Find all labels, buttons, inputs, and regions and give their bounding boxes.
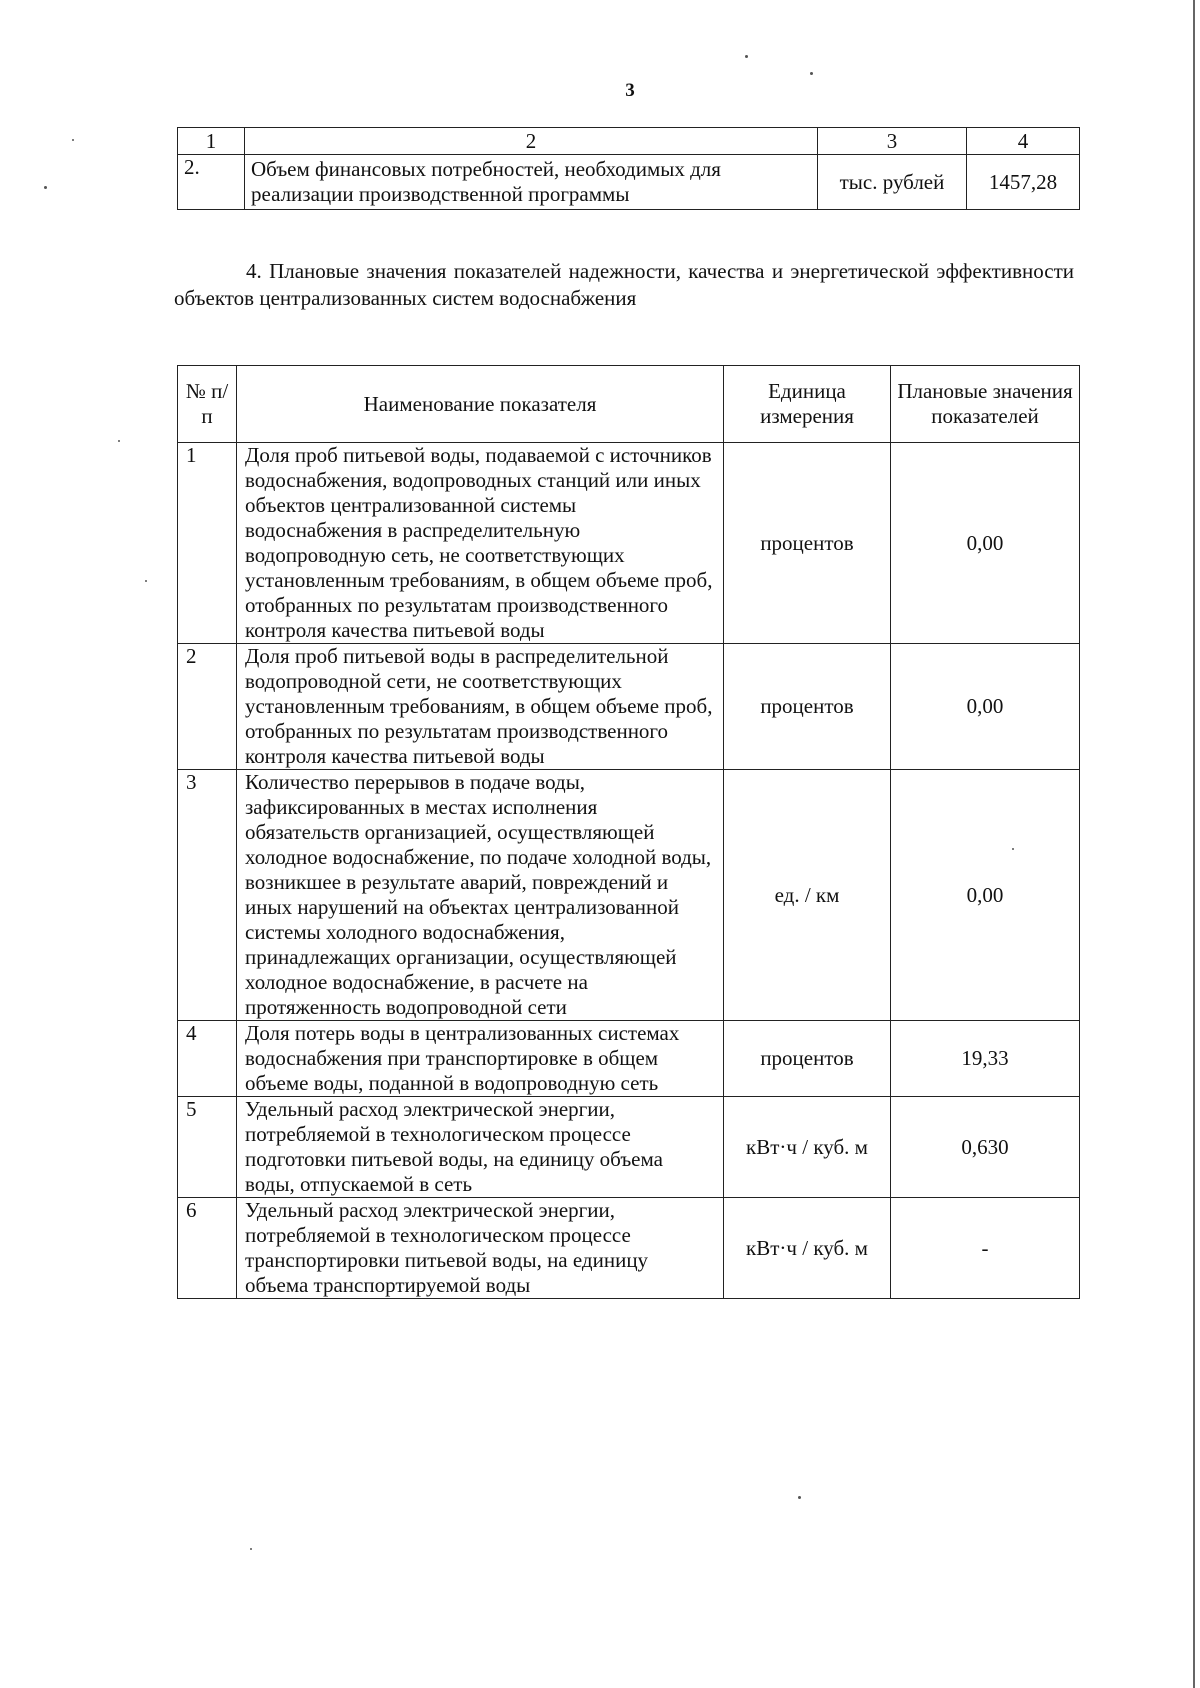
row-number: 5 (178, 1097, 237, 1198)
table-row (178, 443, 1080, 644)
scan-speck (745, 55, 748, 58)
row-value: 19,33 (891, 1021, 1080, 1097)
table-row (178, 1097, 1080, 1198)
header-value: Плановые значения показателей (891, 366, 1080, 443)
row-unit: кВт·ч / куб. м (724, 1198, 891, 1299)
page-number: 3 (625, 80, 635, 101)
financial-needs-table (177, 127, 1080, 210)
header-name: Наименование показателя (237, 366, 724, 443)
row-name: Количество перерывов в подаче воды, зафиксированных в местах исполнения обязательств организацией, осуществляющей холодное водоснабжение, по подаче холодной воды, возникшее в результате аварий, повреждений и иных нарушений на объектах централизованной системы холодного водоснабжения, принадлежащих организации, осуществляющей холодное водоснабжение, в расчете на протяженность водопроводной сети (237, 770, 724, 1021)
row-unit: тыс. рублей (818, 155, 967, 210)
scan-speck (1012, 848, 1014, 850)
column-number-1: 1 (178, 128, 245, 155)
row-name: Объем финансовых потребностей, необходимых для реализации производственной программы (245, 155, 818, 210)
table-row (178, 1198, 1080, 1299)
scan-speck (145, 580, 147, 582)
row-unit: процентов (724, 644, 891, 770)
row-value: 0,00 (891, 770, 1080, 1021)
table-row (178, 155, 1080, 210)
row-value: 1457,28 (967, 155, 1080, 210)
column-number-row (178, 128, 1080, 155)
row-unit: процентов (724, 443, 891, 644)
header-number: № п/п (178, 366, 237, 443)
scan-speck (810, 72, 813, 75)
scan-speck (250, 1548, 252, 1550)
table-row (178, 1021, 1080, 1097)
row-name: Доля проб питьевой воды в распределительной водопроводной сети, не соответствующих установленным требованиям, в общем объеме проб, отобранных по результатам производственного контроля качества питьевой воды (237, 644, 724, 770)
row-number: 1 (178, 443, 237, 644)
row-value: 0,00 (891, 644, 1080, 770)
row-number: 2 (178, 644, 237, 770)
column-number-3: 3 (818, 128, 967, 155)
row-number: 3 (178, 770, 237, 1021)
indicators-table (177, 365, 1080, 1299)
row-name: Удельный расход электрической энергии, потребляемой в технологическом процессе транспортировки питьевой воды, на единицу объема транспортируемой воды (237, 1198, 724, 1299)
row-unit: ед. / км (724, 770, 891, 1021)
header-unit: Единица измерения (724, 366, 891, 443)
scan-speck (72, 139, 74, 141)
row-number: 4 (178, 1021, 237, 1097)
scan-speck (44, 186, 47, 189)
table-row (178, 770, 1080, 1021)
scan-speck (118, 440, 120, 442)
table-header-row (178, 366, 1080, 443)
row-value: 0,630 (891, 1097, 1080, 1198)
row-unit: кВт·ч / куб. м (724, 1097, 891, 1198)
column-number-4: 4 (967, 128, 1080, 155)
section-heading: 4. Плановые значения показателей надежности, качества и энергетической эффективности объектов централизованных систем водоснабжения (174, 259, 1074, 310)
scan-speck (798, 1496, 801, 1499)
row-unit: процентов (724, 1021, 891, 1097)
column-number-2: 2 (245, 128, 818, 155)
table-row (178, 644, 1080, 770)
row-name: Доля проб питьевой воды, подаваемой с источников водоснабжения, водопроводных станций или иных объектов централизованной системы водоснабжения в распределительную водопроводную сеть, не соответствующих установленным требованиям, в общем объеме проб, отобранных по результатам производственного контроля качества питьевой воды (237, 443, 724, 644)
row-value: 0,00 (891, 443, 1080, 644)
row-name: Удельный расход электрической энергии, потребляемой в технологическом процессе подготовки питьевой воды, на единицу объема воды, отпускаемой в сеть (237, 1097, 724, 1198)
row-number: 2. (178, 155, 245, 210)
row-value: - (891, 1198, 1080, 1299)
row-number: 6 (178, 1198, 237, 1299)
row-name: Доля потерь воды в централизованных системах водоснабжения при транспортировке в общем объеме воды, поданной в водопроводную сеть (237, 1021, 724, 1097)
scan-edge-line (1193, 0, 1195, 1688)
